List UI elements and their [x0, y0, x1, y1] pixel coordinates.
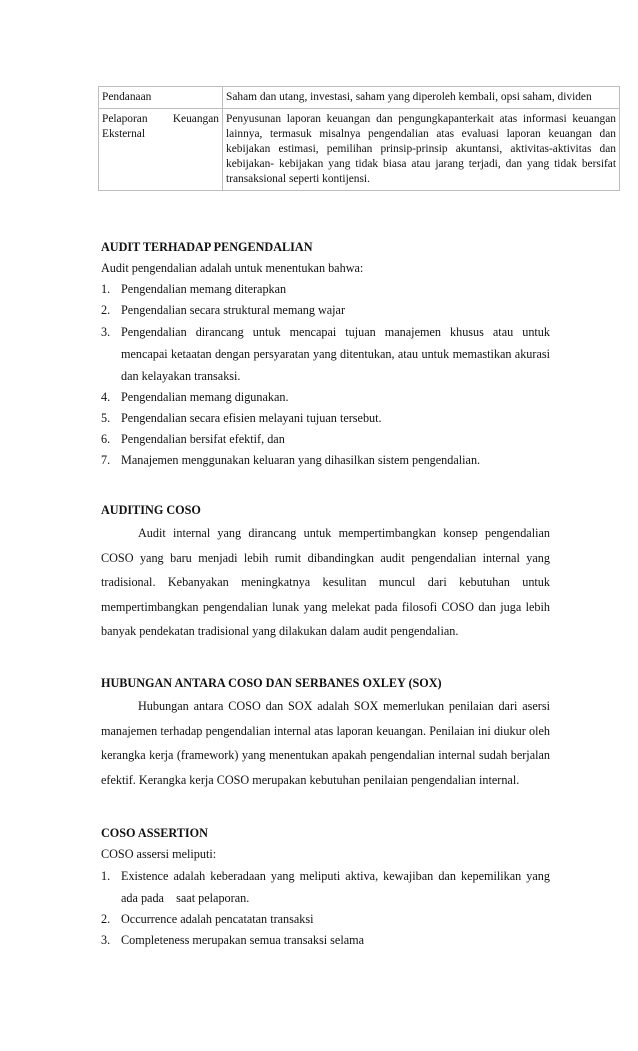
- list-item: [101, 429, 550, 450]
- section-paragraph: Audit internal yang dirancang untuk mempertimbangkan konsep pengendalian COSO yang baru menjadi lebih rumit dibandingkan audit pengendalian internal yang tradisional. Kebanyakan meningkatnya kesulitan muncul dari kebutuhan untuk mempertimbangkan pengendalian lunak yang melekat pada filosofi COSO dan juga lebih banyak pendekatan tradisional yang dilakukan dalam audit pengendalian.: [101, 526, 550, 638]
- list-number: 1.: [101, 869, 111, 883]
- list-number: 3.: [101, 933, 111, 947]
- cell-text: Pendanaan: [102, 91, 152, 103]
- list-text: Manajemen menggunakan keluaran yang dihasilkan sistem pengendalian.: [121, 453, 481, 467]
- cell-text: Eksternal: [102, 128, 146, 140]
- section-heading: AUDITING COSO: [101, 503, 201, 517]
- section-auditing-coso: [101, 500, 550, 644]
- cell-text: Pelaporan: [102, 113, 148, 125]
- section-hubungan: [101, 673, 550, 792]
- list-item: [101, 279, 550, 300]
- list-item: [101, 865, 554, 909]
- list-text: Existence adalah keberadaan yang meliputi aktiva, kewajiban dan kepemilikan yang ada pada saat pelaporan.: [121, 869, 554, 905]
- cell-text: Penyusunan laporan keuangan dan pengungkapanterkait atas informasi keuangan lainnya, termasuk misalnya pengendalian atas evaluasi laporan keuangan dan kebijakan estimasi, pemilihan prinsip-prinsip akuntansi, aktivitas-aktivitas dan kebijakan- kebijakan yang tidak biasa atau jarang terjadi, dan yang tidak bersifat transaksional seperti kontijensi.: [226, 113, 616, 185]
- list-text: Pengendalian dirancang untuk mencapai tujuan manajemen khusus atau untuk mencapai ketaatan dengan persyaratan yang ditentukan, atau untuk memastikan akurasi dan kelayakan transaksi.: [121, 325, 550, 383]
- table-cell-description: [223, 109, 620, 191]
- list-text: Pengendalian secara efisien melayani tujuan tersebut.: [121, 411, 382, 425]
- list-item: [101, 321, 550, 387]
- numbered-list: [101, 279, 550, 471]
- section-intro: Audit pengendalian adalah untuk menentukan bahwa:: [101, 261, 364, 275]
- table-cell-function: [99, 87, 223, 109]
- section-coso-assertion: [101, 823, 554, 951]
- section-audit-pengendalian: [101, 237, 550, 471]
- list-text: Occurrence adalah pencatatan transaksi: [121, 912, 314, 926]
- list-text: Pengendalian memang digunakan.: [121, 390, 289, 404]
- section-paragraph: Hubungan antara COSO dan SOX adalah SOX memerlukan penilaian dari asersi manajemen terhadap pengendalian internal atas laporan keuangan. Penilaian ini diukur oleh kerangka kerja (framework) yang menentukan apakah pengendalian internal sudah berjalan efektif. Kerangka kerja COSO merupakan kebutuhan penilaian pengendalian internal.: [101, 699, 550, 787]
- list-item: [101, 930, 550, 951]
- section-heading: AUDIT TERHADAP PENGENDALIAN: [101, 240, 313, 254]
- list-number: 5.: [101, 411, 111, 425]
- cell-text: Saham dan utang, investasi, saham yang diperoleh kembali, opsi saham, dividen: [226, 91, 592, 103]
- cell-line: [102, 112, 219, 127]
- list-item: [101, 909, 550, 930]
- section-heading: COSO ASSERTION: [101, 826, 208, 840]
- numbered-list: [101, 865, 554, 951]
- list-number: 2.: [101, 303, 111, 317]
- list-number: 7.: [101, 453, 111, 467]
- list-number: 4.: [101, 390, 111, 404]
- list-item: [101, 408, 550, 429]
- list-number: 1.: [101, 282, 111, 296]
- list-item: [101, 450, 550, 471]
- table-row: [99, 87, 620, 109]
- table-cell-description: [223, 87, 620, 109]
- section-heading: HUBUNGAN ANTARA COSO DAN SERBANES OXLEY (SOX): [101, 676, 442, 690]
- list-text: Pengendalian memang diterapkan: [121, 282, 287, 296]
- table-row: [99, 109, 620, 191]
- list-item: [101, 387, 550, 408]
- list-number: 3.: [101, 325, 111, 339]
- function-table: [98, 86, 620, 191]
- section-intro: COSO assersi meliputi:: [101, 847, 217, 861]
- list-text: Completeness merupakan semua transaksi selama: [121, 933, 365, 947]
- list-number: 2.: [101, 912, 111, 926]
- table-cell-function: [99, 109, 223, 191]
- list-number: 6.: [101, 432, 111, 446]
- list-text: Pengendalian secara struktural memang wajar: [121, 303, 346, 317]
- list-text: Pengendalian bersifat efektif, dan: [121, 432, 285, 446]
- list-item: [101, 300, 550, 321]
- cell-text: Keuangan: [172, 113, 219, 125]
